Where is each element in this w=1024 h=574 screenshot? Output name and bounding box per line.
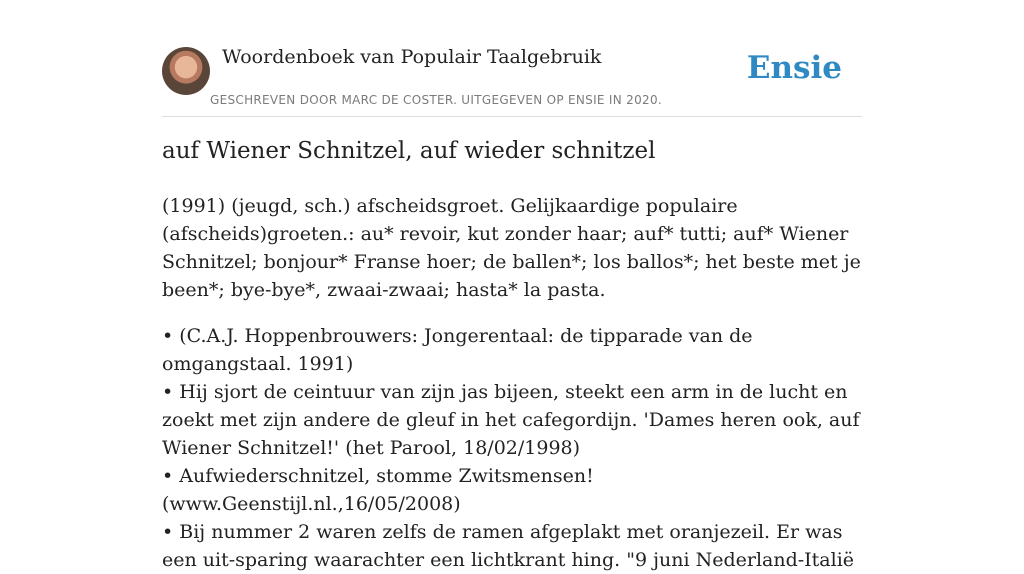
entry-title: auf Wiener Schnitzel, auf wieder schnitzel — [162, 138, 656, 164]
ensie-logo[interactable]: Ensie — [746, 50, 842, 86]
page-header — [162, 44, 862, 117]
citation-item: • Bij nummer 2 waren zelfs de ramen afgeplakt met oranjezeil. Er was een uit-sparing waarachter een lichtkrant hing. "9 juni Nederland-Italië — [162, 521, 855, 571]
author-byline: GESCHREVEN DOOR MARC DE COSTER. UITGEGEVEN OP ENSIE IN 2020. — [210, 93, 662, 107]
entry-definition: (1991) (jeugd, sch.) afscheidsgroet. Gelijkaardige populaire (afscheids)groeten.: au* revoir, kut zonder haar; auf* tutti; auf* Wiener Schnitzel; bonjour* Franse hoer; de ballen*; los ballos*; het beste met je been*; bye-bye*, zwaai-zwaai; hasta* la pasta. — [162, 195, 861, 301]
author-avatar[interactable] — [162, 47, 210, 95]
citation-item: • Aufwiederschnitzel, stomme Zwitsmensen! (www.Geenstijl.nl.,16/05/2008) — [162, 465, 594, 515]
citation-list — [162, 322, 862, 574]
book-title[interactable]: Woordenboek van Populair Taalgebruik — [222, 46, 602, 68]
citation-item: • Hij sjort de ceintuur van zijn jas bijeen, steekt een arm in de lucht en zoekt met zijn andere de gleuf in het cafegordijn. 'Dames heren ook, auf Wiener Schnitzel!' (het Parool, 18/02/1998) — [162, 381, 860, 459]
citation-item: • (C.A.J. Hoppenbrouwers: Jongerentaal: de tipparade van de omgangstaal. 1991) — [162, 325, 753, 375]
